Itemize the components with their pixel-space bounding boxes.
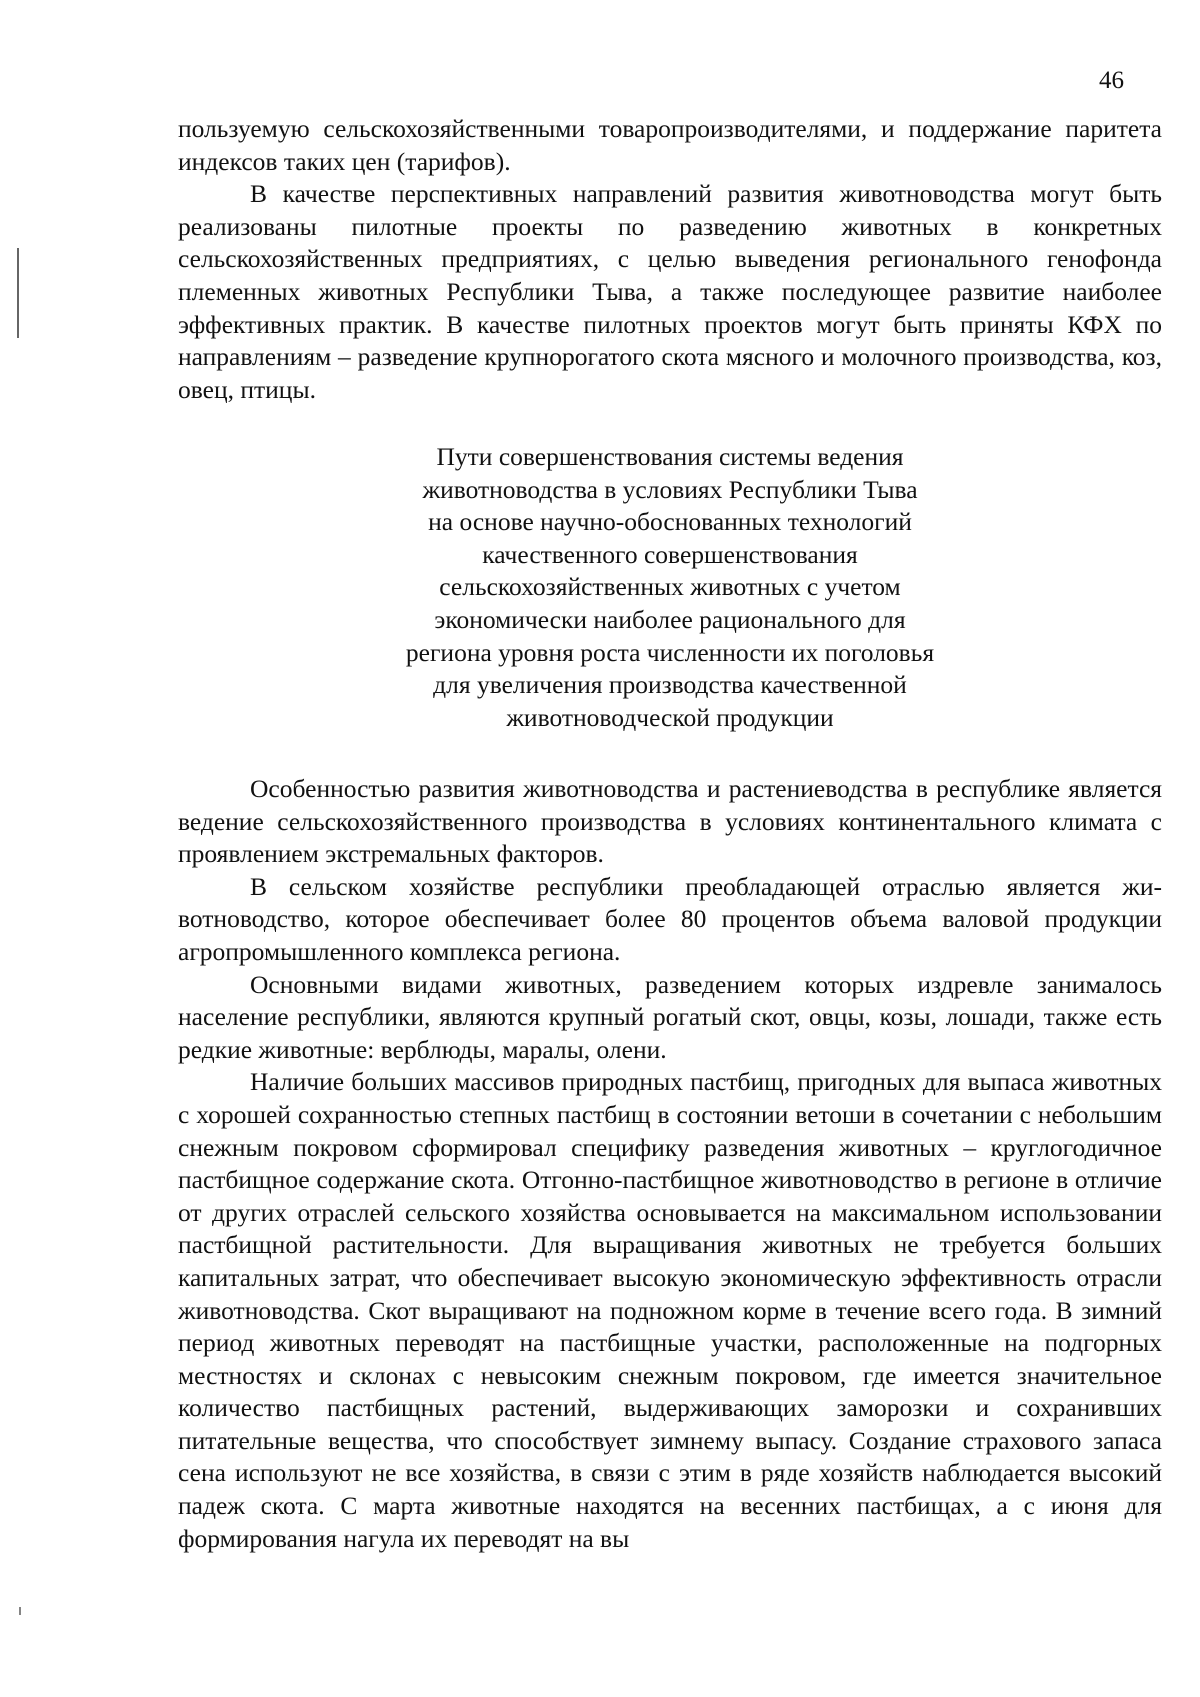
heading-line: экономически наиболее рационального для xyxy=(434,604,906,634)
page-number: 46 xyxy=(1099,67,1124,94)
paragraph: В сельском хозяйстве республики преобладающей отраслью является животноводство, которое обеспечивает более 80 процентов объема валовой продукции агропромышленного комплекса региона. xyxy=(178,871,1162,966)
heading-line: животноводства в условиях Республики Тыва xyxy=(422,474,918,504)
heading-line: региона уровня роста численности их поголовья xyxy=(405,637,935,667)
margin-scan-mark xyxy=(19,1607,21,1615)
paragraph: Наличие больших массивов природных пастбищ, пригодных для выпаса животных с хорошей сохранностью степных пастбищ в состоянии ветоши в сочетании с небольшим снежным покровом сформировал специфику разведения животных – круглогодичное пастбищное содержание скота. Отгонно-пастбищное животноводство в регионе в отличие от других отраслей сельского хозяйства основывается на максимальном использовании пастбищной растительности. Для выращивания животных не требуется больших капитальных затрат, что обеспечивает высокую экономическую эффективность отрасли животноводства. Скот выращивают на подножном корме в течение всего года. В зимний период животных переводят на пастбищные участки, расположенные на подгорных местностях и склонах с невысоким снежным покровом, где имеется значительное количество пастбищных растений, выдерживающих заморозки и сохранивших питательные вещества, что способствует зимнему выпасу. Создание страхового запаса сена используют не все хозяйства, в связи с этим в ряде хозяйств наблюдается высокий падеж скота. С марта животные находятся на весенних пастбищах, а с июня для формирования нагула их переводят на вы xyxy=(178,1067,1162,1553)
paragraph: Особенностью развития животноводства и растениеводства в республике является ведение сельскохозяйственного производства в условиях континентального климата с проявлением экстремальных факторов. xyxy=(178,774,1162,869)
paragraph-continuation: пользуемую сельскохозяйственными товаропроизводителями, и поддержание паритета индексов таких цен (тарифов). xyxy=(178,114,1162,176)
paragraph: В качестве перспективных направлений развития животноводства могут быть реализованы пилотные проекты по разведению животных в конкретных сельскохозяйственных предприятиях, с целью выведения регионального генофонда племенных животных Республики Тыва, а также последующее развитие наиболее эффективных практик. В качестве пилотных проектов могут быть приняты КФХ по направлениям – разведение крупнорогатого скота мясного и молочного производства, коз, овец, птицы. xyxy=(178,179,1162,404)
heading-line: животноводческой продукции xyxy=(506,702,834,732)
margin-scan-mark xyxy=(17,248,19,338)
paragraph: Основными видами животных, разведением которых издревле занималось население республики, являются крупный рогатый скот, овцы, козы, лошади, также есть редкие животные: верблюды, маралы, олени. xyxy=(178,969,1162,1064)
heading-line: Пути совершенствования системы ведения xyxy=(436,442,904,471)
heading-line: качественного совершенствования xyxy=(482,539,858,569)
section-heading xyxy=(320,441,1020,734)
heading-line: сельскохозяйственных животных с учетом xyxy=(439,572,901,602)
heading-line: для увеличения производства качественной xyxy=(433,670,907,700)
heading-line: на основе научно-обоснованных технологий xyxy=(428,507,912,537)
body-text-block xyxy=(178,773,1162,1555)
top-text-block xyxy=(178,113,1162,406)
